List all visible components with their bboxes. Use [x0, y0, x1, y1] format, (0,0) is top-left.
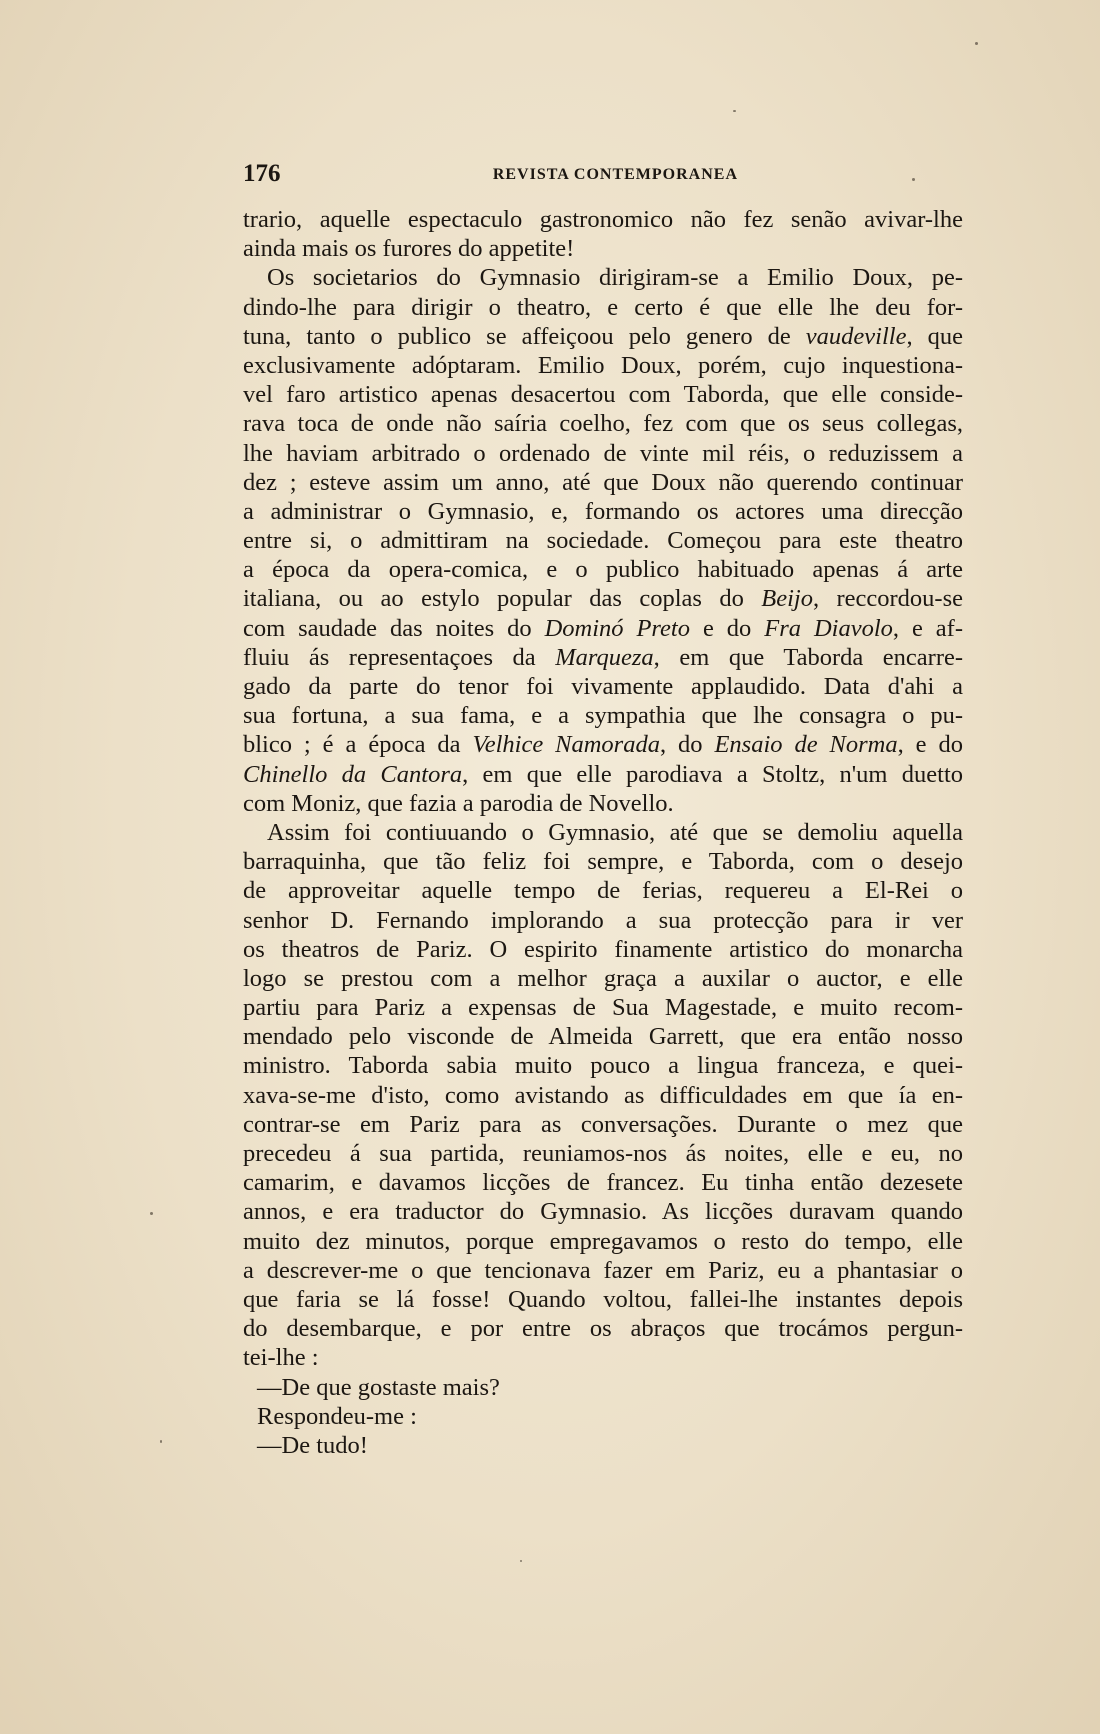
- text-line: [243, 1022, 963, 1051]
- running-title: REVISTA CONTEMPORANEA: [492, 166, 738, 183]
- text-segment: fluiu ás representaçoes da: [243, 643, 556, 671]
- text-line: [243, 1081, 963, 1110]
- text-line: [243, 614, 963, 643]
- text-segment: , e af-: [892, 614, 963, 642]
- text-segment: camarim, e davamos licções de francez. Eu tinha então dezesete: [243, 1169, 963, 1197]
- text-line: [243, 1343, 963, 1372]
- text-segment: tuna, tanto o publico se affeiçoou pelo genero de: [243, 322, 806, 350]
- text-line: [243, 730, 963, 759]
- paper-speck: [912, 178, 915, 181]
- text-segment: partiu para Pariz a expensas de Sua Magestade, e muito recom-: [243, 994, 963, 1022]
- text-segment: entre si, o admittiram na sociedade. Começou para este theatro: [243, 527, 963, 555]
- text-line: [243, 1197, 963, 1226]
- text-line: [243, 701, 963, 730]
- text-line: [243, 993, 963, 1022]
- text-line: [243, 1373, 963, 1402]
- italic-title: vaudeville: [805, 322, 907, 350]
- text-line: [243, 1227, 963, 1256]
- text-line: [243, 1314, 963, 1343]
- text-segment: trario, aquelle espectaculo gastronomico não fez senão avivar-lhe: [243, 206, 963, 233]
- text-segment: exclusivamente adóptaram. Emilio Doux, porém, cujo inquestiona-: [243, 351, 963, 379]
- italic-title: Marqueza: [555, 643, 654, 671]
- text-segment: Os societarios do Gymnasio dirigiram-se a Emilio Doux, pe-: [267, 264, 963, 292]
- text-segment: , e do: [897, 731, 963, 759]
- text-segment: a época da opera-comica, e o publico habituado apenas á arte: [243, 556, 963, 584]
- paper-speck: [150, 1212, 153, 1215]
- text-segment: xava-se-me d'isto, como avistando as difficuldades em que ía en-: [243, 1081, 963, 1109]
- text-segment: mendado pelo visconde de Almeida Garrett, que era então nosso: [243, 1023, 963, 1051]
- text-line: [243, 555, 963, 584]
- text-line: [243, 380, 963, 409]
- text-line: [243, 322, 963, 351]
- text-line: [243, 847, 963, 876]
- text-segment: logo se prestou com a melhor graça a auxilar o auctor, e elle: [243, 964, 963, 992]
- text-line: [243, 760, 963, 789]
- text-segment: contrar-se em Pariz para as conversações. Durante o mez que: [243, 1110, 963, 1138]
- text-line: [243, 293, 963, 322]
- text-line: [243, 789, 963, 818]
- text-line: [243, 439, 963, 468]
- text-line: [243, 205, 963, 234]
- text-segment: barraquinha, que tão feliz foi sempre, e Taborda, com o desejo: [243, 848, 963, 876]
- text-segment: ministro. Taborda sabia muito pouco a lingua franceza, e quei-: [243, 1052, 963, 1080]
- text-segment: , reccordou-se: [812, 585, 963, 613]
- body-text: [243, 205, 963, 1460]
- text-line: [243, 876, 963, 905]
- text-segment: e do: [690, 614, 765, 642]
- text-segment: , em que Taborda encarre-: [653, 643, 964, 671]
- text-segment: blico ; é a época da: [243, 731, 473, 759]
- text-segment: dez ; esteve assim um anno, até que Doux não querendo continuar: [243, 468, 963, 496]
- text-segment: de approveitar aquelle tempo de ferias, requereu a El-Rei o: [243, 877, 963, 905]
- text-line: [243, 1051, 963, 1080]
- paper-speck: [160, 1440, 162, 1443]
- text-line: [243, 935, 963, 964]
- text-line: [243, 584, 963, 613]
- text-segment: senhor D. Fernando implorando a sua protecção para ir ver: [243, 906, 963, 934]
- text-line: [243, 468, 963, 497]
- text-segment: a administrar o Gymnasio, e, formando os actores uma direcção: [243, 497, 963, 525]
- paper-speck: [975, 42, 978, 45]
- text-segment: , que: [906, 322, 964, 350]
- text-segment: ainda mais os furores do appetite!: [243, 235, 575, 263]
- text-line: [243, 263, 963, 292]
- text-segment: os theatros de Pariz. O espirito finamente artistico do monarcha: [243, 935, 963, 963]
- page-number: 176: [243, 160, 281, 187]
- text-line: [243, 351, 963, 380]
- text-segment: com saudade das noites do: [243, 614, 545, 642]
- text-segment: muito dez minutos, porque empregavamos o resto do tempo, elle: [243, 1227, 963, 1255]
- italic-title: Chinello da Cantora: [243, 760, 463, 788]
- text-line: [243, 497, 963, 526]
- text-segment: annos, e era traductor do Gymnasio. As licções duravam quando: [243, 1198, 963, 1226]
- text-line: [243, 1168, 963, 1197]
- text-segment: rava toca de onde não saíria coelho, fez com que os seus collegas,: [243, 410, 963, 438]
- text-segment: gado da parte do tenor foi vivamente applaudido. Data d'ahi a: [243, 673, 963, 700]
- italic-title: Beijo: [761, 585, 813, 613]
- text-line: [243, 409, 963, 438]
- text-segment: a descrever-me o que tencionava fazer em Pariz, eu a phantasiar o: [243, 1256, 963, 1284]
- text-line: [243, 1402, 963, 1431]
- paper-speck: [733, 110, 736, 112]
- text-line: [243, 1110, 963, 1139]
- text-line: [243, 672, 963, 701]
- text-segment: , do: [659, 731, 715, 759]
- text-line: [243, 1256, 963, 1285]
- text-segment: sua fortuna, a sua fama, e a sympathia que lhe consagra o pu-: [243, 702, 963, 730]
- text-segment: —De que gostaste mais?: [257, 1373, 500, 1401]
- text-segment: Assim foi contiuuando o Gymnasio, até que se demoliu aquella: [267, 818, 963, 846]
- italic-title: Ensaio de Norma: [714, 731, 898, 759]
- text-segment: , em que elle parodiava a Stoltz, n'um duetto: [462, 760, 963, 788]
- paper-speck: [520, 1560, 522, 1562]
- text-segment: italiana, ou ao estylo popular das coplas do: [243, 585, 762, 613]
- text-line: [243, 234, 963, 263]
- text-segment: que faria se lá fosse! Quando voltou, fallei-lhe instantes depois: [243, 1285, 963, 1313]
- text-segment: do desembarque, e por entre os abraços que trocámos pergun-: [243, 1315, 963, 1343]
- text-line: [243, 1139, 963, 1168]
- text-line: [243, 643, 963, 672]
- text-segment: com Moniz, que fazia a parodia de Novello.: [243, 789, 674, 817]
- italic-title: Velhice Namorada: [472, 731, 660, 759]
- text-segment: tei-lhe :: [243, 1344, 319, 1372]
- text-segment: vel faro artistico apenas desacertou com Taborda, que elle conside-: [243, 381, 963, 409]
- text-line: [243, 906, 963, 935]
- italic-title: Fra Diavolo: [764, 614, 893, 642]
- text-segment: precedeu á sua partida, reuniamos-nos ás noites, elle e eu, no: [243, 1140, 963, 1167]
- text-line: [243, 526, 963, 555]
- text-segment: dindo-lhe para dirigir o theatro, e certo é que elle lhe deu for-: [243, 293, 963, 321]
- text-segment: Respondeu-me :: [257, 1402, 417, 1430]
- page-header: [243, 160, 738, 190]
- italic-title: Dominó Preto: [544, 614, 690, 642]
- text-segment: lhe haviam arbitrado o ordenado de vinte mil réis, o reduzissem a: [243, 439, 963, 467]
- text-segment: —De tudo!: [257, 1431, 368, 1459]
- text-line: [243, 964, 963, 993]
- text-line: [243, 1431, 963, 1460]
- text-line: [243, 818, 963, 847]
- text-line: [243, 1285, 963, 1314]
